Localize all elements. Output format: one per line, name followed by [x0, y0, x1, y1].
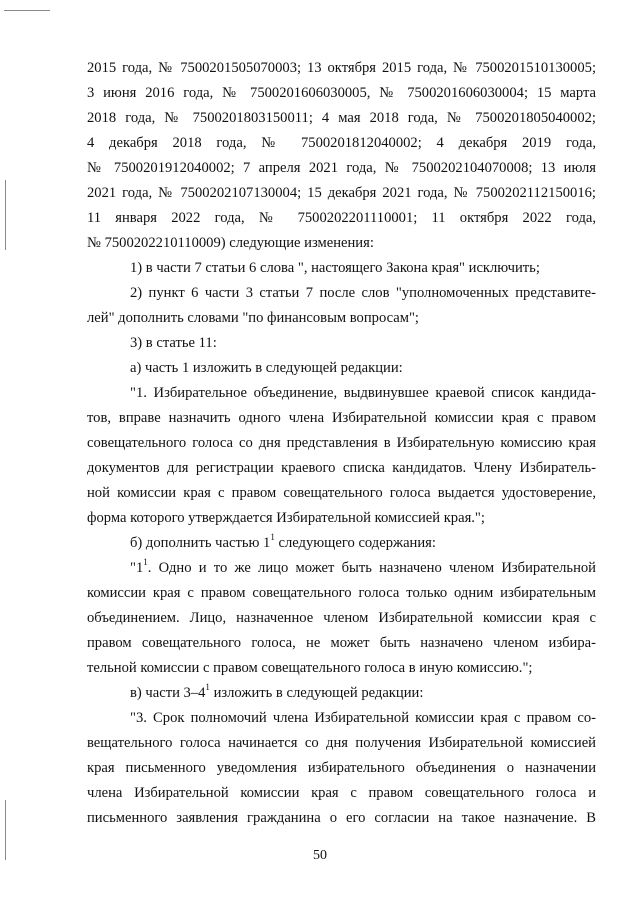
line-text-before-superscript: б) дополнить частью 1: [130, 535, 271, 551]
text-line: [87, 681, 596, 706]
text-line: письменного заявления гражданина о его согласии на такое назначение. В: [87, 810, 596, 826]
text-line: "3. Срок полномочий члена Избирательной комиссии края с правом со-: [130, 710, 596, 726]
text-line: "1. Избирательное объединение, выдвинувшее краевой список кандида-: [130, 385, 596, 401]
page-number: 50: [313, 848, 327, 863]
text-line: № 7500202210110009) следующие изменения:: [87, 235, 374, 251]
text-line: 3 июня 2016 года, № 7500201606030005, № 7500201606030004; 15 марта: [87, 85, 596, 101]
text-line: а) часть 1 изложить в следующей редакции:: [130, 360, 403, 376]
line-text-after-superscript: следующего содержания:: [274, 535, 436, 551]
scan-artifact-left-edge: [5, 180, 6, 250]
scan-artifact-top-left: [4, 10, 50, 11]
text-line: края письменного уведомления избирательного объединения о назначении: [87, 760, 596, 776]
superscript-index: 1: [143, 557, 148, 568]
text-line: совещательного голоса со дня представления в Избирательную комиссию края: [87, 435, 596, 451]
text-line: 1) в части 7 статьи 6 слова ", настоящего Закона края" исключить;: [130, 260, 540, 276]
text-line: объединением. Лицо, назначенное членом Избирательной комиссии края с: [87, 610, 596, 626]
text-line: [87, 556, 596, 581]
text-line: тельной комиссии с правом совещательного голоса в иную комиссию.";: [87, 660, 533, 676]
text-line: 2) пункт 6 части 3 статьи 7 после слов "уполномоченных представите-: [130, 285, 596, 301]
line-text-after-superscript: . Одно и то же лицо может быть назначено членом Избирательной: [147, 560, 596, 576]
text-line: № 7500201912040002; 7 апреля 2021 года, № 7500202104070008; 13 июля: [87, 160, 596, 176]
text-line: 2015 года, № 7500201505070003; 13 октября 2015 года, № 7500201510130005;: [87, 60, 596, 76]
text-line: члена Избирательной комиссии края с правом совещательного голоса и: [87, 785, 596, 801]
superscript-index: 1: [205, 682, 210, 693]
text-line: ной комиссии края с правом совещательного голоса выдается удостоверение,: [87, 485, 596, 501]
line-text-before-superscript: "1: [130, 560, 144, 576]
text-line: 11 января 2022 года, № 7500202201110001; 11 октября 2022 года,: [87, 210, 596, 226]
text-line: вещательного голоса начинается со дня получения Избирательной комиссией: [87, 735, 596, 751]
line-text-before-superscript: в) части 3–4: [130, 685, 206, 701]
body-text: [87, 56, 596, 831]
text-line: 3) в статье 11:: [130, 335, 217, 351]
text-line: [87, 531, 596, 556]
text-line: форма которого утверждается Избирательной комиссией края.";: [87, 510, 485, 526]
line-text-after-superscript: изложить в следующей редакции:: [209, 685, 424, 701]
text-line: лей" дополнить словами "по финансовым вопросам";: [87, 310, 419, 326]
text-line: документов для регистрации краевого списка кандидатов. Члену Избиратель-: [87, 460, 596, 476]
text-line: правом совещательного голоса, не может быть назначено членом избира-: [87, 635, 596, 651]
superscript-index: 1: [270, 532, 275, 543]
text-line: 2021 года, № 7500202107130004; 15 декабря 2021 года, № 7500202112150016;: [87, 185, 596, 201]
text-line: 2018 года, № 7500201803150011; 4 мая 2018 года, № 7500201805040002;: [87, 110, 596, 126]
text-line: 4 декабря 2018 года, № 7500201812040002; 4 декабря 2019 года,: [87, 135, 596, 151]
text-line: комиссии края с правом совещательного голоса только одним избирательным: [87, 585, 596, 601]
text-line: тов, вправе назначить одного члена Избирательной комиссии края с правом: [87, 410, 596, 426]
